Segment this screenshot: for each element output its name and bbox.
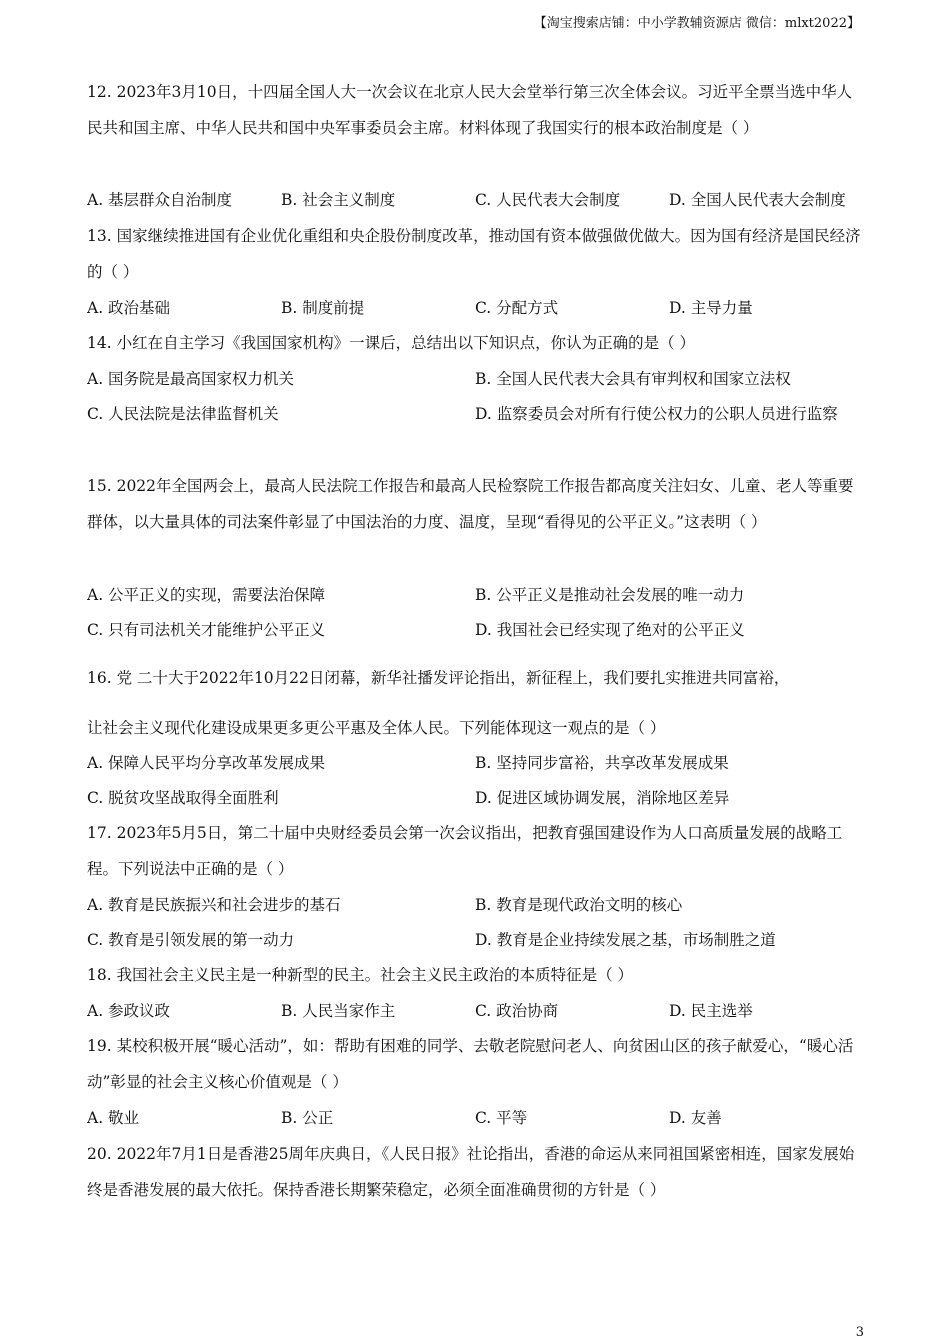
question-14-stem: 14. 小红在自主学习《我国国家机构》一课后，总结出以下知识点，你认为正确的是（ ）	[87, 334, 696, 352]
question-15-options-row2	[87, 612, 862, 648]
option-c: C. 平等	[475, 1109, 528, 1127]
option-c: C. 人民法院是法律监督机关	[87, 405, 279, 423]
option-d: D. 民主选举	[669, 1002, 753, 1020]
option-d: D. 全国人民代表大会制度	[669, 191, 846, 209]
question-17-stem: 17. 2023年5月5日，第二十届中央财经委员会第一次会议指出，把教育强国建设作为人口高质量发展的战略工程。下列说法中正确的是（ ）	[87, 824, 843, 878]
option-a: A. 基层群众自治制度	[87, 191, 233, 209]
option-d: D. 友善	[669, 1109, 722, 1127]
question-20-stem: 20. 2022年7月1日是香港25周年庆典日，《人民日报》社论指出，香港的命运从来同祖国紧密相连，国家发展始终是香港发展的最大依托。保持香港长期繁荣稳定，必须全面准确贯彻的方针是（ ）	[87, 1145, 855, 1199]
option-b: B. 公正	[281, 1109, 334, 1127]
option-c: C. 教育是引领发展的第一动力	[87, 931, 295, 949]
question-14-options-row1	[87, 361, 862, 397]
option-b: B. 人民当家作主	[281, 1002, 396, 1020]
question-15-stem: 15. 2022年全国两会上，最高人民法院工作报告和最高人民检察院工作报告都高度关注妇女、儿童、老人等重要群体，以大量具体的司法案件彰显了中国法治的力度、温度，呈现“看得见的公平正义。”这表明（ ）	[87, 477, 854, 531]
option-d: D. 主导力量	[669, 299, 753, 317]
option-d: D. 促进区域协调发展，消除地区差异	[475, 789, 730, 807]
option-d: D. 我国社会已经实现了绝对的公平正义	[475, 621, 745, 639]
question-19-stem: 19. 某校积极开展“暖心活动”，如：帮助有困难的同学、去敬老院慰问老人、向贫困山区的孩子献爱心，“暖心活动”彰显的社会主义核心价值观是（ ）	[87, 1037, 854, 1091]
option-a: A. 保障人民平均分享改革发展成果	[87, 754, 326, 772]
option-a: A. 参政议政	[87, 1002, 171, 1020]
question-18-options	[87, 993, 862, 1029]
question-18-stem: 18. 我国社会主义民主是一种新型的民主。社会主义民主政治的本质特征是（ ）	[87, 966, 634, 984]
option-c: C. 人民代表大会制度	[475, 191, 621, 209]
option-c: C. 政治协商	[475, 1002, 559, 1020]
question-16-stem-line2: 让社会主义现代化建设成果更多更公平惠及全体人民。下列能体现这一观点的是（ ）	[87, 719, 666, 737]
question-16-options-row2	[87, 780, 862, 816]
question-13-options	[87, 290, 862, 326]
question-15-options-row1	[87, 577, 862, 613]
option-d: D. 监察委员会对所有行使公权力的公职人员进行监察	[475, 405, 838, 423]
option-b: B. 公平正义是推动社会发展的唯一动力	[475, 586, 745, 604]
option-b: B. 教育是现代政治文明的核心	[475, 896, 683, 914]
question-17-options-row2	[87, 922, 862, 958]
question-19-options	[87, 1100, 862, 1136]
question-13-stem: 13. 国家继续推进国有企业优化重组和央企股份制度改革，推动国有资本做强做优做大。因为国有经济是国民经济的（ ）	[87, 227, 861, 281]
option-c: C. 脱贫攻坚战取得全面胜利	[87, 789, 279, 807]
option-b: B. 全国人民代表大会具有审判权和国家立法权	[475, 370, 791, 388]
option-a: A. 敬业	[87, 1109, 140, 1127]
page-number: 3	[855, 1325, 864, 1340]
option-c: C. 只有司法机关才能维护公平正义	[87, 621, 326, 639]
question-16-options-row1	[87, 745, 862, 781]
option-b: B. 社会主义制度	[281, 191, 396, 209]
option-b: B. 制度前提	[281, 299, 365, 317]
question-12-stem: 12. 2023年3月10日，十四届全国人大一次会议在北京人民大会堂举行第三次全体会议。习近平全票当选中华人民共和国主席、中华人民共和国中央军事委员会主席。材料体现了我国实行的根本政治制度是（ ）	[87, 83, 853, 137]
question-16-stem-line1: 16. 党 二十大于2022年10月22日闭幕，新华社播发评论指出，新征程上，我们要扎实推进共同富裕，	[87, 669, 790, 687]
option-c: C. 分配方式	[475, 299, 559, 317]
option-d: D. 教育是企业持续发展之基，市场制胜之道	[475, 931, 776, 949]
page-header: 【淘宝搜索店铺：中小学教辅资源店 微信：mlxt2022】	[533, 16, 860, 31]
question-12-options	[87, 182, 862, 218]
option-a: A. 公平正义的实现，需要法治保障	[87, 586, 326, 604]
option-a: A. 政治基础	[87, 299, 171, 317]
option-a: A. 国务院是最高国家权力机关	[87, 370, 295, 388]
question-17-options-row1	[87, 887, 862, 923]
option-a: A. 教育是民族振兴和社会进步的基石	[87, 896, 341, 914]
option-b: B. 坚持同步富裕，共享改革发展成果	[475, 754, 729, 772]
